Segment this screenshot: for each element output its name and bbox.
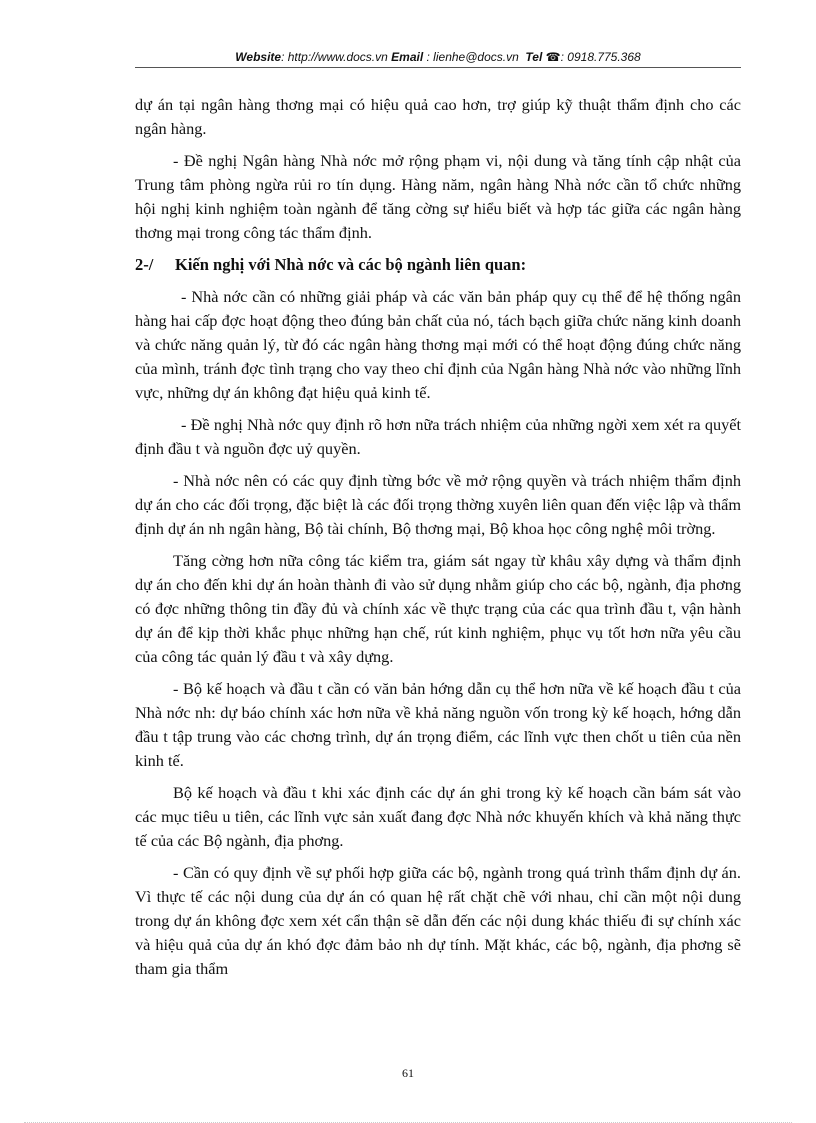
section-number: 2-/ <box>135 255 154 274</box>
tel-label: Tel <box>525 50 543 64</box>
paragraph: - Cần có quy định về sự phối hợp giữa các bộ, ngành trong quá trình thẩm định dự án. Vì thực tế các nội dung của dự án có quan hệ rất chặt chẽ với nhau, chỉ cần một nội dung trong dự án không đợc xem xét cẩn thận sẽ dẫn đến các nội dung khác thiếu đi sự chính xác và hiệu quả của dự án khó đợc đảm bảo nh dự tính. Mặt khác, các bộ, ngành, địa phơng sẽ tham gia thẩm <box>135 863 741 978</box>
header-divider <box>135 67 741 68</box>
paragraph: Bộ kế hoạch và đầu t khi xác định các dự án ghi trong kỳ kế hoạch cần bám sát vào các mục tiêu u tiên, các lĩnh vực sản xuất đang đợc Nhà nớc khuyến khích và khả năng thực tế của các Bộ ngành, địa phơng. <box>135 783 741 850</box>
page-number: 61 <box>402 1066 414 1080</box>
paragraph: dự án tại ngân hàng thơng mại có hiệu quả cao hơn, trợ giúp kỹ thuật thẩm định cho các ngân hàng. <box>135 95 741 138</box>
website-value: : http://www.docs.vn <box>281 50 388 64</box>
tel-value: : 0918.775.368 <box>560 50 641 64</box>
email-value: : lienhe@docs.vn <box>426 50 519 64</box>
section-title: Kiến nghị với Nhà nớc và các bộ ngành liên quan: <box>175 255 527 274</box>
paragraph: - Đề nghị Ngân hàng Nhà nớc mở rộng phạm vi, nội dung và tăng tính cập nhật của Trung tâm phòng ngừa rủi ro tín dụng. Hàng năm, ngân hàng Nhà nớc cần tổ chức những hội nghị kinh nghiệm toàn ngành để tăng cờng sự hiểu biết và hợp tác giữa các ngân hàng thơng mại trong công tác thẩm định. <box>135 151 741 242</box>
section-heading <box>135 253 741 277</box>
paragraph: - Bộ kế hoạch và đầu t cần có văn bản hớng dẫn cụ thể hơn nữa về kế hoạch đầu t của Nhà nớc nh: dự báo chính xác hơn nữa về khả năng nguồn vốn trong kỳ kế hoạch, hớng dẫn đầu t tập trung vào các chơng trình, dự án trọng điểm, các lĩnh vực then chốt u tiên của nền kinh tế. <box>135 679 741 770</box>
paragraph: - Nhà nớc nên có các quy định từng bớc về mở rộng quyền và trách nhiệm thẩm định dự án cho các đối trọng, đặc biệt là các đối trọng thờng xuyên liên quan đến việc lập và thẩm định dự án nh ngân hàng, Bộ tài chính, Bộ thơng mại, Bộ khoa học công nghệ môi trờng. <box>135 471 741 538</box>
paragraph: - Nhà nớc cần có những giải pháp và các văn bản pháp quy cụ thể để hệ thống ngân hàng hai cấp đợc hoạt động theo đúng bản chất của nó, tách bạch giữa chức năng kinh doanh và chức năng quản lý, từ đó các ngân hàng thơng mại mới có thể hoạt động đúng chức năng của mình, tránh đợc tình trạng cho vay theo chỉ định của Ngân hàng Nhà nớc vào những lĩnh vực, những dự án không đạt hiệu quả kinh tế. <box>135 287 741 402</box>
paragraph: Tăng cờng hơn nữa công tác kiểm tra, giám sát ngay từ khâu xây dựng và thẩm định dự án cho đến khi dự án hoàn thành đi vào sử dụng nhằm giúp cho các bộ, ngành, địa phơng có đợc những thông tin đầy đủ và chính xác về thực trạng của các qua trình đầu t, vận hành dự án để kịp thời khắc phục những hạn chế, rút kinh nghiệm, phục vụ tốt hơn nữa yêu cầu của công tác quản lý đầu t và xây dựng. <box>135 551 741 666</box>
document-body <box>135 93 741 989</box>
page-header <box>135 46 741 68</box>
phone-icon: ☎ <box>545 50 561 64</box>
paragraph: - Đề nghị Nhà nớc quy định rõ hơn nữa trách nhiệm của những ngời xem xét ra quyết định đầu t và nguồn đợc uỷ quyền. <box>135 415 741 458</box>
email-label: Email <box>391 50 424 64</box>
website-label: Website <box>235 50 282 64</box>
